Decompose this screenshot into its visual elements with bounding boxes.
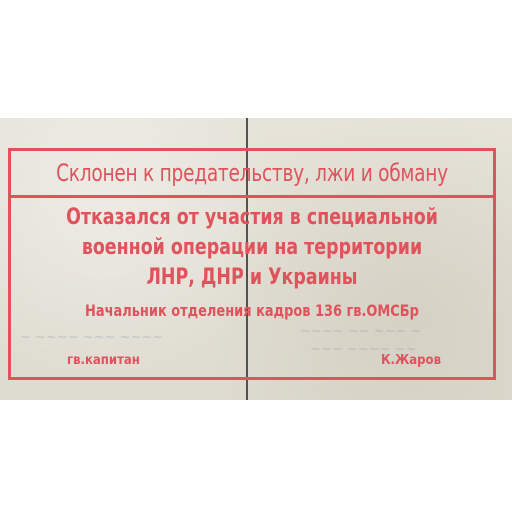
rectangular-stamp: [8, 148, 496, 380]
faint-background-writing: ~~~~ ~~ ~~~ ~: [300, 324, 422, 339]
stamp-body-line: Отказался от участия в специальной: [66, 205, 438, 230]
stamp-divider: [11, 195, 493, 198]
stamp-signatory-name: К.Жаров: [380, 353, 441, 368]
stamp-body: [11, 203, 493, 325]
stamp-body-line: военной операции на территории: [81, 235, 423, 260]
stamp-heading: Склонен к предательству, лжи и обману: [56, 159, 448, 187]
stamp-organization: Начальник отделения кадров 136 гв.ОМСБр: [85, 301, 419, 320]
faint-background-writing: ~ ~~~~ ~~~ ~~~~: [20, 330, 164, 345]
stamp-body-line: ЛНР, ДНР и Украины: [146, 265, 358, 290]
faint-background-writing: ~~~ ~~~~ ~~: [310, 342, 417, 357]
stamp-rank: гв.капитан: [67, 353, 140, 368]
